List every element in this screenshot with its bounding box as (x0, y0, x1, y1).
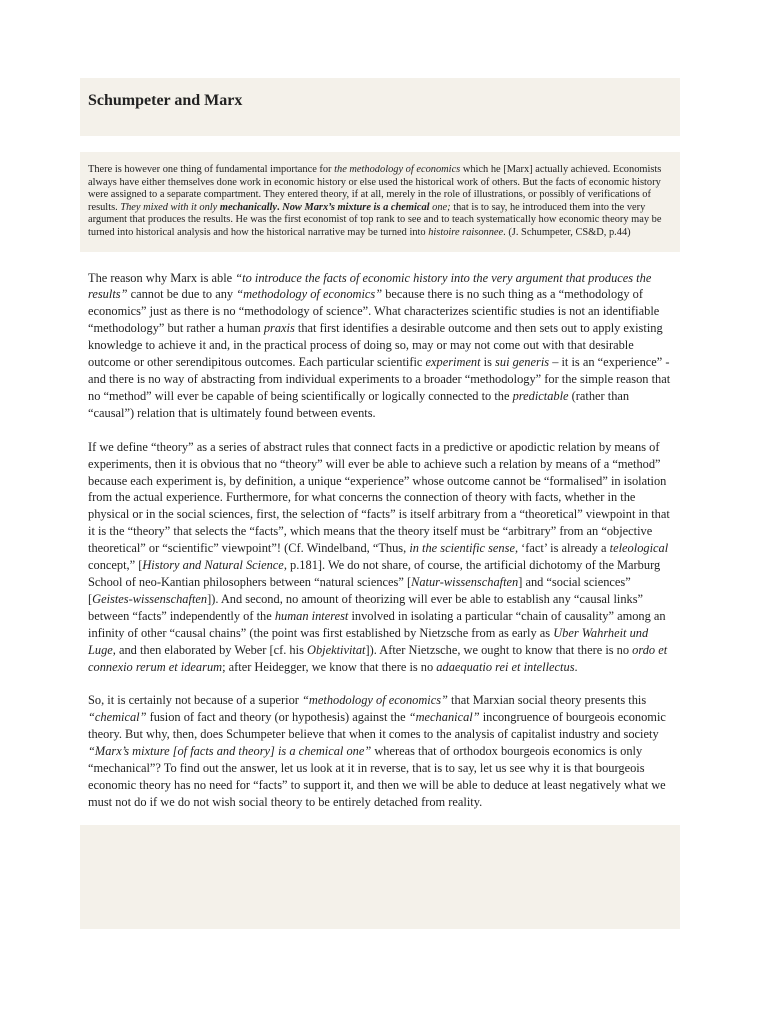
text-run: “Marx’s mixture [of facts and theory] is a chemical one” (88, 744, 372, 759)
body-text (80, 270, 680, 811)
text-run: ‘fact’ is already a (518, 541, 610, 556)
text-run: one; (429, 201, 451, 213)
text-run: There is however one thing of fundamental importance for (88, 164, 335, 175)
paragraph-3 (88, 692, 672, 810)
text-run: praxis (263, 321, 295, 336)
text-run: . (J. Schumpeter, CS&D, p.44) (503, 226, 631, 238)
text-run: histoire raisonnee (428, 226, 504, 238)
text-run: concept,” [ (88, 558, 143, 573)
text-run: Now Marx’s mixture is a chemical (282, 201, 430, 213)
text-run: ordo et connexio rerum et idearum (88, 642, 668, 674)
text-run: History and Natural Science (142, 558, 284, 573)
text-run: teleological (609, 541, 669, 556)
text-run: whereas that of orthodox bourgeois economics is only “mechanical”? To find out the answer, let us look at it in reverse, that is to say, let us see why it is that bourgeois economic theory has no need for “facts” to support it, and then we will be able to deduce at least negatively what we must not do if we do not wish social theory to be entirely detached from reality. (88, 744, 666, 809)
text-run: The reason why Marx is able (88, 270, 236, 285)
document-page (80, 78, 680, 929)
text-run: “chemical” (88, 710, 147, 725)
quote-text (88, 164, 670, 240)
text-run: (rather than “causal”) relation that is ultimately found between events. (88, 388, 630, 420)
text-run: because there is no such thing as a “methodology of economics” just as there is no “methodology of science”. What characterizes scientific studies is not an identifiable “methodology” but rather a human (88, 287, 660, 336)
text-run: ]). And second, no amount of theorizing will ever be able to establish any “causal links” between “facts” independently of the (88, 591, 644, 623)
block-quote (80, 152, 680, 252)
text-run: – it is an “experience” - and there is no way of abstracting from individual experiments to a broader “methodology” for the simple reason that no “method” will ever be capable of being scientifically or logically connected to the (88, 355, 671, 403)
text-run: that is to say, he introduced them into the very argument that produces the results. He was the first economist of top rank to see and to teach systematically how economic theory may be turned into historical analysis and how the historical narrative may be turned into (88, 201, 662, 238)
text-run: Natur-wissenschaften (411, 574, 519, 589)
text-run: adaequatio rei et intellectus (436, 659, 575, 674)
title-band (80, 78, 680, 136)
text-run: . (277, 201, 283, 213)
text-run: , p.181]. We do not share, of course, the artificial dichotomy of the Marburg School of neo-Kantian philosophers between “natural sciences” [ (88, 558, 661, 589)
text-run: “to introduce the facts of economic history into the very argument that produces the results” (88, 270, 652, 302)
text-run: fusion of fact and theory (or hypothesis) against the (146, 710, 409, 725)
text-run: They mixed with it only (120, 201, 220, 213)
text-run: that first identifies a desirable outcome and then sets out to apply existing knowledge to achieve it and, in the practical process of doing so, may or may not come out with that desirable outcome or other serendipitous outcomes. Each particular scientific (88, 321, 663, 370)
text-run: . (574, 659, 578, 674)
text-run: and then elaborated by Weber [cf. his (115, 642, 307, 657)
page-title: Schumpeter and Marx (88, 92, 243, 109)
text-run: “methodology of economics” (302, 693, 448, 708)
text-run: the methodology of economics (334, 164, 461, 175)
text-run: that Marxian social theory presents this (447, 693, 647, 708)
text-run: incongruence of bourgeois economic theory. But why, then, does Schumpeter believe that when it comes to the analysis of capitalist industry and society (88, 710, 666, 742)
paragraph-1 (88, 270, 672, 422)
text-run: mechanically (219, 201, 278, 213)
text-run: which he [Marx] actually achieved. Economists always have either themselves done work in economic history or else used the historical work of others. But the facts of economic history were assigned to a separate compartment. They entered theory, if at all, merely in the role of illustrations, or possibly of verifications of results. (88, 164, 662, 213)
text-run: sui generis (495, 355, 550, 370)
paragraph-2 (88, 439, 672, 676)
text-run: involved in isolating a particular “chain of causality” among an infinity of other “causal chains” (the point was first established by Nietzsche from as early as (88, 608, 666, 640)
text-run: Geistes-wissenschaften (92, 591, 208, 606)
text-run: predictable (512, 388, 569, 403)
text-run: cannot be due to any (127, 287, 237, 302)
text-run: Objektivitat (307, 642, 366, 657)
text-run: experiment (425, 355, 481, 370)
text-run: If we define “theory” as a series of abstract rules that connect facts in a predictive or apodictic relation by means of experiments, then it is obvious that no “theory” will ever be able to achieve such a relation by means of a “method” because each experiment is, by definition, a unique “experience” whose outcome cannot be “formalised” in isolation from the actual experience. Furthermore, for what concerns the connection of theory with facts, whether in the physical or in the social sciences, first, the selection of “facts” is itself arbitrary from a “theoretical” viewpoint in that it is the “theory” that selects the “facts”, which means that the theory itself must be “arbitrary” from an “objective theoretical” or “scientific” viewpoint”! (Cf. Windelband, “Thus, (88, 439, 670, 556)
text-run: in the scientific sense, (409, 541, 519, 556)
text-run: ]). After Nietzsche, we ought to know that there is no (365, 642, 633, 657)
text-run: is (480, 355, 496, 370)
text-run: Uber Wahrheit und Luge, (88, 625, 649, 657)
text-run: ; after Heidegger, we know that there is no (222, 659, 437, 674)
text-run: “mechanical” (408, 710, 480, 725)
text-run: “methodology of economics” (236, 287, 383, 302)
text-run: So, it is certainly not because of a superior (88, 693, 303, 708)
text-run: ] and “social sciences” [ (88, 574, 631, 606)
text-run: human interest (274, 608, 349, 623)
bottom-band (80, 825, 680, 929)
